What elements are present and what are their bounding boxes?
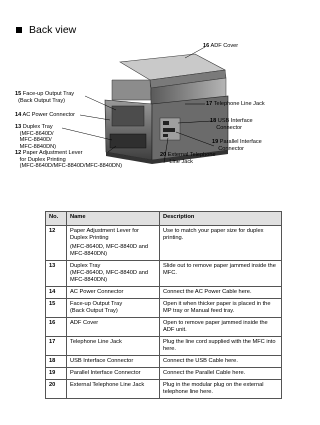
row-no: 18: [46, 356, 67, 368]
section-title: Back view: [29, 24, 77, 36]
header-no: No.: [46, 212, 67, 226]
table-row: [46, 318, 282, 337]
row-name: ADF Cover: [67, 318, 160, 337]
duplex-tray-shape: [110, 134, 146, 148]
row-description: Plug in the modular plug on the external telephone line here.: [160, 380, 282, 399]
callout-12: 12 Paper Adjustment Lever for Duplex Printing (MFC-8640D/MFC-8840D/MFC-8840DN): [15, 150, 122, 169]
row-name: Paper Adjustment Lever for Duplex Printing (MFC-8640D, MFC-8840D and MFC-8840DN): [67, 226, 160, 261]
row-no: 13: [46, 261, 67, 287]
row-description: Plug the line cord supplied with the MFC into here.: [160, 337, 282, 356]
row-no: 16: [46, 318, 67, 337]
row-description: Connect the Parallel Cable here.: [160, 368, 282, 380]
table-row: [46, 287, 282, 299]
row-name: USB Interface Connector: [67, 356, 160, 368]
row-description: Connect the USB Cable here.: [160, 356, 282, 368]
callout-15: 15 Face-up Output Tray (Back Output Tray): [15, 91, 75, 104]
row-name: AC Power Connector: [67, 287, 160, 299]
row-name: Face-up Output Tray (Back Output Tray): [67, 299, 160, 318]
callout-18: 18 USB Interface Connector: [210, 118, 253, 131]
row-description: Slide out to remove paper jammed inside the MFC.: [160, 261, 282, 287]
row-no: 14: [46, 287, 67, 299]
callout-14: 14 AC Power Connector: [15, 112, 76, 118]
row-description: Open it when thicker paper is placed in the MP tray or Manual feed tray.: [160, 299, 282, 318]
table-header-row: [46, 212, 282, 226]
header-name: Name: [67, 212, 160, 226]
callout-16: 16 ADF Cover: [203, 43, 239, 49]
table-row: [46, 226, 282, 261]
row-description: Connect the AC Power Cable here.: [160, 287, 282, 299]
row-name: Duplex Tray (MFC-8640D, MFC-8840D and MFC-8840DN): [67, 261, 160, 287]
row-name: Parallel Interface Connector: [67, 368, 160, 380]
parts-table: [45, 211, 282, 399]
row-no: 17: [46, 337, 67, 356]
row-no: 19: [46, 368, 67, 380]
row-description: Open to remove paper jammed inside the ADF unit.: [160, 318, 282, 337]
callout-20: 20 External Telephone Line Jack: [160, 152, 216, 165]
table-row: [46, 261, 282, 287]
table-row: [46, 380, 282, 399]
table-row: [46, 299, 282, 318]
row-name: Telephone Line Jack: [67, 337, 160, 356]
row-name: External Telephone Line Jack: [67, 380, 160, 399]
callout-17: 17 Telephone Line Jack: [206, 101, 265, 107]
row-no: 20: [46, 380, 67, 399]
face-up-tray-shape: [112, 106, 144, 126]
row-no: 12: [46, 226, 67, 261]
callout-13: 13 Duplex Tray (MFC-8640D/ MFC-8840D/ MFC-8840DN): [15, 124, 57, 150]
callout-19: 19 Parallel Interface Connector: [212, 139, 262, 152]
table-row: [46, 356, 282, 368]
row-description: Use to match your paper size for duplex printing.: [160, 226, 282, 261]
header-description: Description: [160, 212, 282, 226]
table-row: [46, 368, 282, 380]
row-no: 15: [46, 299, 67, 318]
table-row: [46, 337, 282, 356]
